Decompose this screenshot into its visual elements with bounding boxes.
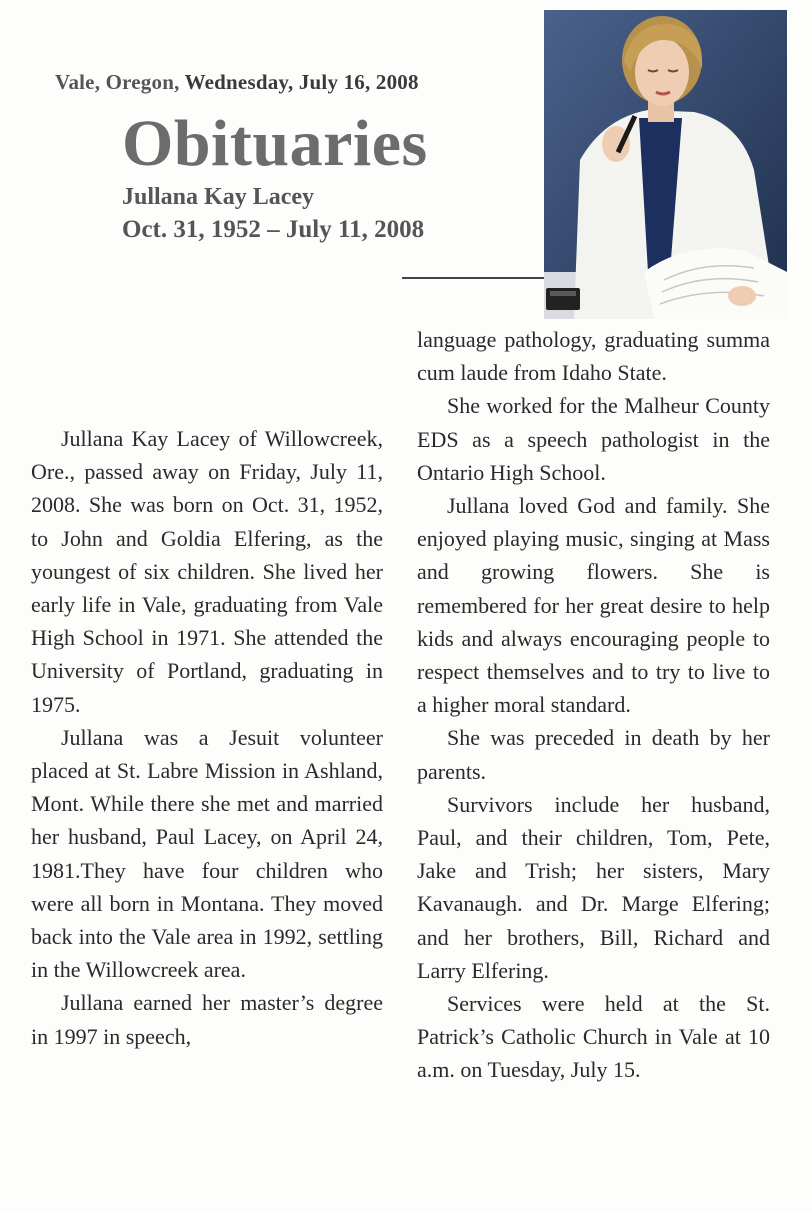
obituary-column-left xyxy=(31,422,383,1053)
paragraph: Jullana was a Jesuit volunteer placed at St. Labre Mission in Ashland, Mont. While there she met and married her husband, Paul Lacey, on April 24, 1981.They have four children who were all born in Montana. They moved back into the Vale area in 1992, settling in the Willowcreek area. xyxy=(31,724,383,983)
page-title: Obituaries xyxy=(122,107,428,180)
portrait-illustration xyxy=(544,10,787,319)
paragraph: Services were held at the St. Patrick’s Catholic Church in Vale at 10 a.m. on Tuesday, July 15. xyxy=(417,991,770,1083)
dateline-place: Vale, Oregon, xyxy=(55,70,180,94)
paragraph: Jullana earned her master’s degree in 1997 in speech, xyxy=(31,990,383,1049)
paragraph: language pathology, graduating summa cum laude from Idaho State. xyxy=(417,327,770,386)
header-rule xyxy=(402,277,544,279)
paragraph: She worked for the Malheur County EDS as a speech pathologist in the Ontario High School. xyxy=(417,393,770,485)
portrait-photo xyxy=(544,10,787,319)
paragraph: Jullana loved God and family. She enjoyed playing music, singing at Mass and growing flowers. She is remembered for her great desire to help kids and always encouraging people to respect themselves and to try to live to a higher moral standard. xyxy=(417,493,770,718)
paragraph: Jullana Kay Lacey of Willowcreek, Ore., passed away on Friday, July 11, 2008. She was born on Oct. 31, 1952, to John and Goldia Elfering, as the youngest of six children. She lived her early life in Vale, graduating from Vale High School in 1971. She attended the University of Portland, graduating in 1975. xyxy=(31,426,383,717)
dateline xyxy=(55,70,419,95)
obituary-column-right xyxy=(417,323,770,1087)
dateline-date: Wednesday, July 16, 2008 xyxy=(184,70,419,94)
paragraph: Survivors include her husband, Paul, and their children, Tom, Pete, Jake and Trish; her sisters, Mary Kavanaugh. and Dr. Marge Elfering; and her brothers, Bill, Richard and Larry Elfering. xyxy=(417,791,770,983)
life-dates: Oct. 31, 1952 – July 11, 2008 xyxy=(122,216,425,243)
paragraph: She was preceded in death by her parents. xyxy=(417,725,770,784)
deceased-name: Jullana Kay Lacey xyxy=(122,184,315,210)
